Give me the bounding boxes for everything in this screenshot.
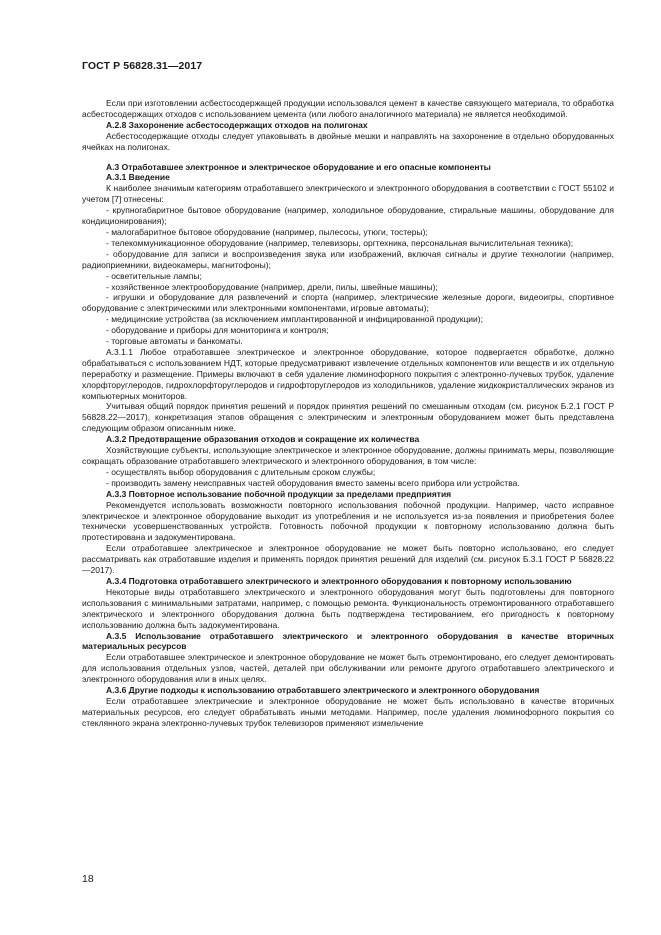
paragraph: А.3.4 Подготовка отработавшего электрического и электронного оборудования к повторному использованию xyxy=(106,575,572,586)
page-number: 18 xyxy=(82,873,94,885)
document-body xyxy=(82,98,614,729)
document-header: ГОСТ Р 56828.31—2017 xyxy=(82,60,203,72)
paragraph: А.3.5 Использование отработавшего электрического и электронного оборудования в качестве вторичных материальных ресурсов xyxy=(82,630,614,652)
paragraph: - игрушки и оборудование для развлечений и спорта (например, электрические железные дороги, видеоигры, спортивное оборудование с электрическими или электронными компонентами, игровые автоматы); xyxy=(82,292,614,314)
paragraph: Рекомендуется использовать возможности повторного использования побочной продукции. Например, часто исправное электрическое и электронное оборудование выходит из употребления и не используется из-за появления и приобретения более технически усовершенствованных устройств. Готовность побочной продукции к повторному использованию должна быть протестирована и задокументирована. xyxy=(82,499,614,543)
paragraph: - осуществлять выбор оборудования с длительным сроком службы; xyxy=(106,466,376,477)
paragraph: А.3.1.1 Любое отработавшее электрическое и электронное оборудование, которое подвергается обработке, должно обрабатываться с использованием НДТ, которые предусматривают извлечение отдельных компонентов или веществ и их отдельную переработку и размещение. Примеры включают в себя удаление люминофорного покрытия с электронно-лучевых трубок, удаление хлорфторуглеродов, гидрохлорфторуглеродов и гидрофторуглеродов из холодильников, удаление жидкокристаллических экранов из компьютерных мониторов. xyxy=(82,346,614,401)
paragraph: Если отработавшее электрические и электронное оборудование не может быть использовано в качестве вторичных материальных ресурсов, его следует обрабатывать иными методами. Например, после удаления люминофорного покрытия со стеклянного экрана электронно-лучевых трубок телевизоров применяют измельчение xyxy=(82,695,614,728)
paragraph: - крупногабаритное бытовое оборудование (например, холодильное оборудование, стиральные машины, оборудование для кондиционирования); xyxy=(82,205,614,227)
paragraph: А.3.1 Введение xyxy=(106,172,170,183)
paragraph: Асбестосодержащие отходы следует упаковывать в двойные мешки и направлять на захоронение в отдельно оборудованных ячейках на полигонах. xyxy=(82,130,614,152)
paragraph: А.3.6 Другие подходы к использованию отработавшего электрического и электронного оборудования xyxy=(106,685,540,696)
paragraph: - оборудование для записи и воспроизведения звука или изображений, включая сигналы и другие технологии (например, радиоприемники, видеокамеры, магнитофоны); xyxy=(82,248,614,270)
paragraph: А.3.3 Повторное использование побочной продукции за пределами предприятия xyxy=(106,488,452,499)
paragraph: Хозяйствующие субъекты, использующие электрическое и электронное оборудование, должны принимать меры, позволяющие сокращать образование отработавшего электрического и электронного оборудования, в том числе: xyxy=(82,445,614,466)
paragraph: А.3 Отработавшее электронное и электрическое оборудование и его опасные компоненты xyxy=(106,161,491,172)
paragraph: - хозяйственное электрооборудование (например, дрели, пилы, швейные машины); xyxy=(106,281,438,292)
paragraph: - медицинские устройства (за исключением имплантированной и инфицированной продукции); xyxy=(106,314,483,325)
paragraph: - производить замену неисправных частей оборудования вместо замены всего прибора или устройства. xyxy=(106,477,520,488)
paragraph: А.3.2 Предотвращение образования отходов и сокращение их количества xyxy=(106,434,420,445)
paragraph: - оборудование и приборы для мониторинга и контроля; xyxy=(106,325,329,336)
paragraph: Если отработавшее электрическое и электронное оборудование не может быть отремонтировано, его следует демонтировать для использования отдельных узлов, частей, деталей при обслуживании или ремонте другого отработавшего электрического и электронного оборудования или в иных целях. xyxy=(82,652,614,685)
paragraph: Если отработавшее электрическое и электронное оборудование не может быть повторно использовано, его следует рассматривать как отработавшие изделия и применять порядок принятия решений для изделий (см. рисунок Б.3.1 ГОСТ Р 56828.22—2017). xyxy=(82,543,614,576)
paragraph: - осветительные лампы; xyxy=(106,270,202,281)
paragraph: Если при изготовлении асбестосодержащей продукции использовался цемент в качестве связующего материала, то обработка асбестосодержащих отходов с использованием цемента (или любого аналогичного материала) не является необходимой. xyxy=(82,98,614,119)
paragraph: - малогабаритное бытовое оборудование (например, пылесосы, утюги, тостеры); xyxy=(106,226,428,237)
paragraph: А.2.8 Захоронение асбестосодержащих отходов на полигонах xyxy=(106,119,368,130)
paragraph: - телекоммуникационное оборудование (например, телевизоры, оргтехника, персональная вычислительная техника); xyxy=(106,237,574,248)
paragraph: - торговые автоматы и банкоматы. xyxy=(106,336,243,347)
paragraph: Учитывая общий порядок принятия решений и порядок принятия решений по смешанным отходам (см. рисунок Б.2.1 ГОСТ Р 56828.22—2017), конкретизация этапов обращения с электрическим и электронным оборудованием может быть представлена следующим образом описанным ниже. xyxy=(82,401,614,434)
paragraph: Некоторые виды отработавшего электрического и электронного оборудования могут быть подготовлены для повторного использования с минимальными затратами, например, с помощью ремонта. Функциональность отремонтированного отработавшего электрического и электронного оборудования должна быть подтверждена тестированием, его пригодность к повторному использованию должна быть задокументирована. xyxy=(82,586,614,630)
paragraph: К наиболее значимым категориям отработавшего электрического и электронного оборудования в соответствии с ГОСТ 55102 и учетом [7] отнесены: xyxy=(82,183,614,205)
